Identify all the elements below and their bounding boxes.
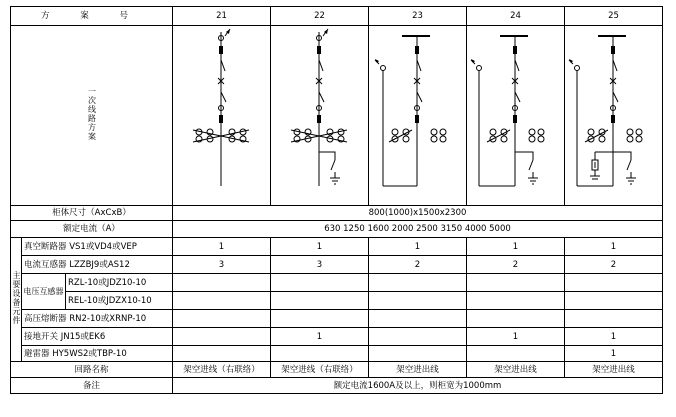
fuse-label: 高压熔断器 RN2-10或XRNP-10	[22, 310, 173, 328]
header-row	[11, 7, 663, 26]
vt-a-qty	[467, 274, 565, 292]
vt-group-label	[22, 274, 66, 310]
vt-a-qty	[173, 274, 271, 292]
earth-switch-label: 接地开关 JN15或EK6	[22, 328, 173, 346]
cabinet-size-value: 800(1000)x1500x2300	[173, 206, 663, 221]
arrester-row	[11, 346, 663, 362]
cabinet-size-label: 柜体尺寸（AxCxB）	[11, 206, 173, 221]
scheme-table	[10, 6, 663, 394]
earth-switch-qty: 1	[467, 328, 565, 346]
breaker-label: 真空断路器 VS1或VD4或VEP	[22, 238, 173, 256]
breaker-qty: 1	[369, 238, 467, 256]
vt-group-label-text: 电压互感器	[23, 287, 64, 296]
ct-qty: 2	[467, 256, 565, 274]
vt-b-row	[11, 292, 663, 310]
circuit-name-row	[11, 362, 663, 378]
vt-b-qty	[173, 292, 271, 310]
ct-qty: 2	[565, 256, 663, 274]
circuit-name: 架空进线（右联络）	[271, 362, 369, 378]
earth-switch-row	[11, 328, 663, 346]
vt-a-row	[11, 274, 663, 292]
arrester-qty	[173, 346, 271, 362]
arrester-qty	[271, 346, 369, 362]
vt-b-label: REL-10或JDZX10-10	[66, 292, 173, 310]
earth-switch-qty	[173, 328, 271, 346]
earth-switch-qty	[369, 328, 467, 346]
breaker-qty: 1	[271, 238, 369, 256]
arrester-label: 避雷器 HY5WS2或TBP-10	[22, 346, 173, 362]
fuse-qty	[565, 310, 663, 328]
scheme-number: 24	[467, 7, 565, 26]
circuit-name: 架空进出线	[369, 362, 467, 378]
vt-b-qty	[565, 292, 663, 310]
vt-a-qty	[565, 274, 663, 292]
vt-a-label: RZL-10或JDZ10-10	[66, 274, 173, 292]
ct-qty: 3	[173, 256, 271, 274]
remark-row	[11, 378, 663, 394]
rated-current-value: 630 1250 1600 2000 2500 3150 4000 5000	[173, 221, 663, 238]
scheme-number: 23	[369, 7, 467, 26]
rated-current-label: 额定电流（A）	[11, 221, 173, 238]
vt-b-qty	[271, 292, 369, 310]
diagram-row-label-text: 一次线路方案	[87, 87, 97, 141]
vt-a-qty	[271, 274, 369, 292]
ct-qty: 3	[271, 256, 369, 274]
fuse-qty	[173, 310, 271, 328]
earth-switch-qty: 1	[565, 328, 663, 346]
scheme-number: 21	[173, 7, 271, 26]
fuse-qty	[369, 310, 467, 328]
circuit-diagram-25	[565, 26, 663, 206]
main-equipment-label-text: 主要设备元件	[12, 271, 21, 325]
earth-switch-qty: 1	[271, 328, 369, 346]
ct-row	[11, 256, 663, 274]
arrester-qty: 1	[565, 346, 663, 362]
breaker-qty: 1	[565, 238, 663, 256]
circuit-name-label: 回路名称	[11, 362, 173, 378]
scheme-number: 25	[565, 7, 663, 26]
breaker-qty: 1	[467, 238, 565, 256]
remark-value: 额定电流1600A及以上，则柜宽为1000mm	[173, 378, 663, 394]
breaker-qty: 1	[173, 238, 271, 256]
circuit-diagram-21	[173, 26, 271, 206]
remark-label: 备注	[11, 378, 173, 394]
ct-qty: 2	[369, 256, 467, 274]
vt-b-qty	[369, 292, 467, 310]
scheme-number: 22	[271, 7, 369, 26]
circuit-diagram-23	[369, 26, 467, 206]
circuit-name: 架空进出线	[565, 362, 663, 378]
circuit-diagram-24	[467, 26, 565, 206]
circuit-name: 架空进出线	[467, 362, 565, 378]
arrester-qty	[369, 346, 467, 362]
vt-b-qty	[467, 292, 565, 310]
vt-a-qty	[369, 274, 467, 292]
ct-label: 电流互感器 LZZBJ9或AS12	[22, 256, 173, 274]
main-equipment-label	[11, 238, 22, 362]
header-label-text: 方 案 号	[41, 11, 142, 21]
diagram-row	[11, 26, 663, 206]
header-label	[11, 7, 173, 26]
arrester-qty	[467, 346, 565, 362]
fuse-row	[11, 310, 663, 328]
fuse-qty	[467, 310, 565, 328]
breaker-row	[11, 238, 663, 256]
circuit-diagram-22	[271, 26, 369, 206]
circuit-name: 架空进线（右联络）	[173, 362, 271, 378]
rated-current-row	[11, 221, 663, 238]
cabinet-size-row	[11, 206, 663, 221]
diagram-row-label	[11, 26, 173, 206]
fuse-qty	[271, 310, 369, 328]
